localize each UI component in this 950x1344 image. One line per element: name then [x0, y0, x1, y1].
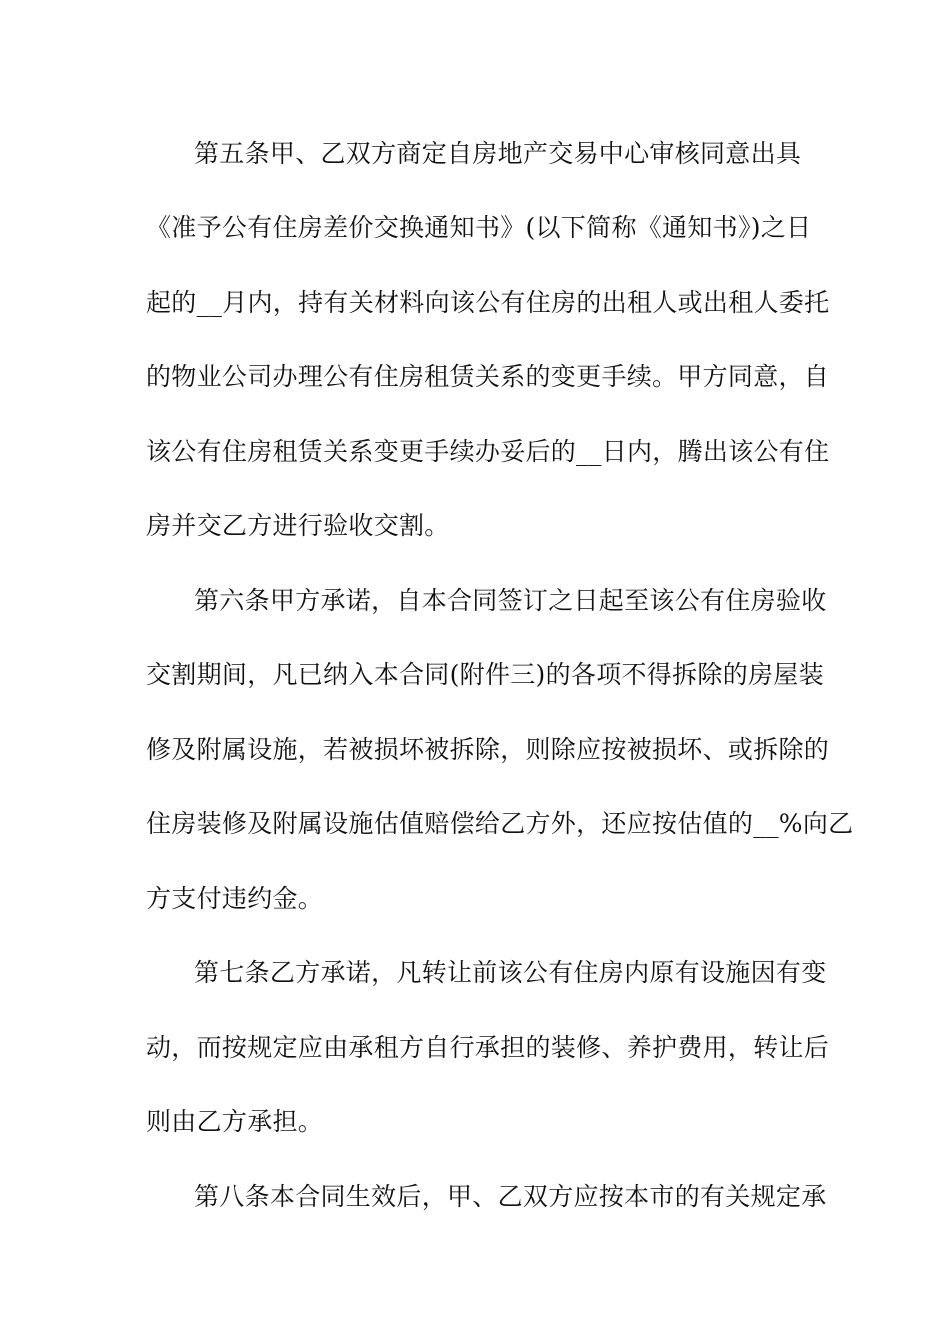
article-5-line-1: 第五条甲、乙双方商定自房地产交易中心审核同意出具	[194, 139, 802, 168]
article-5-line-3: 起的__月内，持有关材料向该公有住房的出租人或出租人委托	[146, 288, 830, 317]
article-5-line-6: 房并交乙方进行验收交割。	[146, 511, 450, 540]
article-7-line-3: 则由乙方承担。	[146, 1107, 324, 1136]
article-5-line-4: 的物业公司办理公有住房租赁关系的变更手续。甲方同意，自	[146, 362, 830, 391]
article-6-line-1: 第六条甲方承诺，自本合同签订之日起至该公有住房验收	[194, 586, 827, 615]
article-6-line-4: 住房装修及附属设施估值赔偿给乙方外，还应按估值的__%向乙	[146, 809, 854, 838]
article-5-line-5: 该公有住房租赁关系变更手续办妥后的__日内，腾出该公有住	[146, 437, 830, 466]
article-6-line-3: 修及附属设施，若被损坏被拆除，则除应按被损坏、或拆除的	[146, 735, 830, 764]
article-6-line-2: 交割期间，凡已纳入本合同(附件三)的各项不得拆除的房屋装	[146, 660, 824, 689]
article-6-line-5: 方支付违约金。	[146, 884, 324, 913]
article-5-line-2: 《准予公有住房差价交换通知书》(以下简称《通知书》)之日	[146, 213, 812, 242]
article-7-line-2: 动，而按规定应由承租方自行承担的装修、养护费用，转让后	[146, 1033, 830, 1062]
article-7-line-1: 第七条乙方承诺，凡转让前该公有住房内原有设施因有变	[194, 958, 827, 987]
article-8-line-1: 第八条本合同生效后，甲、乙双方应按本市的有关规定承	[194, 1182, 827, 1211]
